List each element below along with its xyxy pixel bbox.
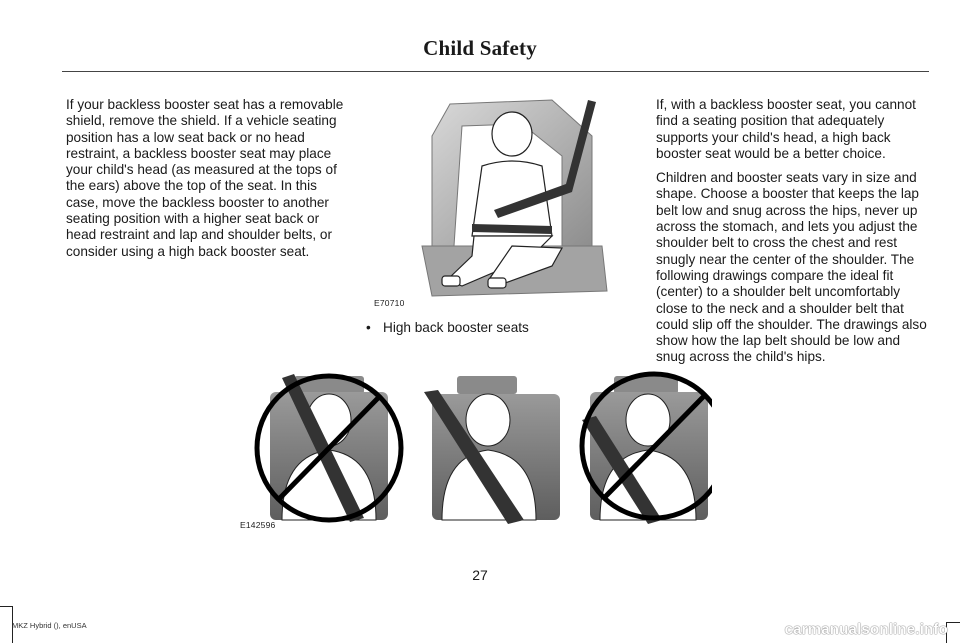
crop-mark: [946, 622, 960, 623]
incorrect-fit-neck-panel: [257, 374, 401, 522]
right-paragraph-1: If, with a backless booster seat, you cannot find a seating position that adequately supports your child's head, a high back booster seat would be a better choice.: [656, 97, 916, 161]
page-number: 27: [472, 567, 488, 583]
ideal-fit-panel: [424, 376, 560, 524]
watermark: carmanualsonline.info: [784, 621, 948, 638]
figure-label: E70710: [374, 298, 405, 308]
footer-model-text: MKZ Hybrid (), enUSA: [12, 621, 87, 630]
bullet-text: High back booster seats: [383, 320, 529, 335]
child-in-backless-booster-illustration: [402, 96, 622, 306]
page-title: Child Safety: [423, 36, 537, 60]
bullet-item: [366, 320, 529, 336]
left-paragraph: If your backless booster seat has a removable shield, remove the shield. If a vehicle seating position has a low seat back or no head restraint, a backless booster seat may place your child's head (as measured at the tops of the ears) above the top of the seat. In this case, move the backless booster to another seating position with a higher seat back or head restraint and lap and shoulder belts, or consider using a high back booster seat.: [66, 97, 344, 259]
right-column: [656, 97, 928, 374]
left-column: [66, 97, 344, 260]
figure-label: E142596: [240, 520, 276, 530]
header-divider: [62, 71, 929, 72]
incorrect-fit-shoulder-panel: [582, 374, 712, 524]
belt-fit-comparison-illustration: [252, 368, 712, 528]
bullet-marker: •: [366, 320, 371, 335]
right-paragraph-2: Children and booster seats vary in size and shape. Choose a booster that keeps the lap belt low and snug across the hips, never up across the stomach, and lets you adjust the shoulder belt to cross the chest and rest snugly near the center of the shoulder. The following drawings compare the ideal fit (center) to a shoulder belt uncomfortably close to the neck and a shoulder belt that could slip off the shoulder. The drawings also show how the lap belt should be low and snug across the child's hips.: [656, 170, 927, 365]
crop-mark: [0, 606, 12, 607]
